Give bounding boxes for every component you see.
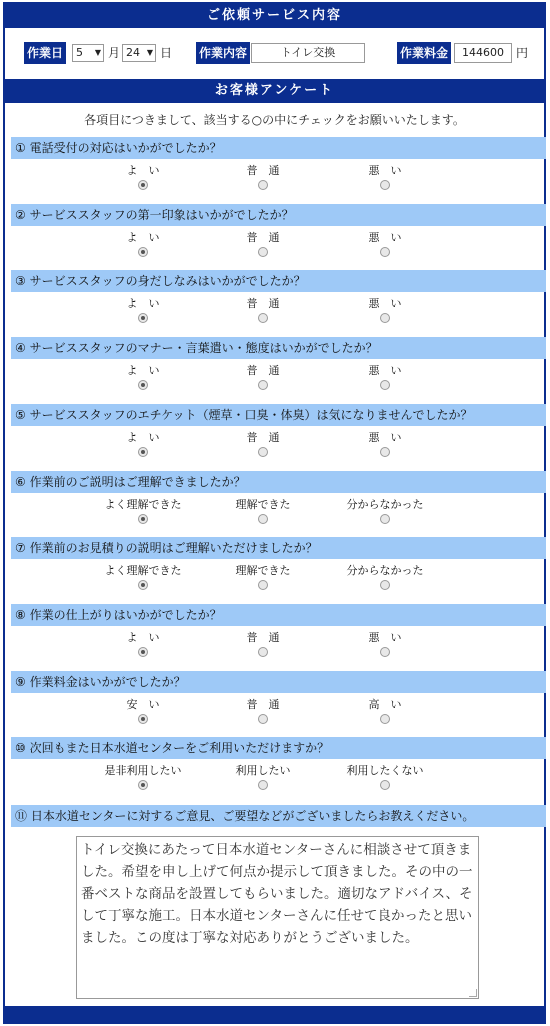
option-q4-3 (325, 364, 445, 393)
radio-q2-3[interactable] (380, 247, 390, 257)
fee-field[interactable]: 144600 (454, 43, 512, 63)
fee-label: 作業料金 (397, 42, 451, 64)
radio-q3-2[interactable] (258, 313, 268, 323)
day-value: 24 (126, 46, 140, 59)
radio-q3-1[interactable] (138, 313, 148, 323)
question-9: ⑨ 作業料金はいかがでしたか？ (11, 671, 546, 693)
option-label: 安 い (126, 698, 160, 711)
option-label: 利用したくない (346, 764, 424, 777)
radio-q2-1[interactable] (138, 247, 148, 257)
option-q2-3 (325, 231, 445, 260)
option-label: 是非利用したい (104, 764, 182, 777)
radio-q5-2[interactable] (258, 447, 268, 457)
option-q5-2 (203, 431, 323, 460)
question-5: ⑤ サービススタッフのエチケット（煙草・口臭・体臭）は気になりませんでしたか？ (11, 404, 546, 426)
chevron-down-icon: ▼ (94, 48, 101, 57)
day-select[interactable] (122, 44, 156, 62)
option-q7-3 (325, 564, 445, 593)
chevron-down-icon: ▼ (146, 48, 153, 57)
radio-q10-1[interactable] (138, 780, 148, 790)
option-q9-2 (203, 698, 323, 727)
survey-header: お客様アンケート (5, 79, 544, 103)
resize-handle[interactable] (469, 989, 477, 997)
radio-q4-2[interactable] (258, 380, 268, 390)
option-q1-2 (203, 164, 323, 193)
radio-q8-1[interactable] (138, 647, 148, 657)
radio-q8-3[interactable] (380, 647, 390, 657)
radio-q7-3[interactable] (380, 580, 390, 590)
radio-q2-2[interactable] (258, 247, 268, 257)
day-unit: 日 (160, 46, 173, 60)
service-header: ご依頼サービス内容 (5, 4, 544, 28)
radio-q5-3[interactable] (380, 447, 390, 457)
option-q2-2 (203, 231, 323, 260)
option-label: よ い (126, 164, 160, 177)
radio-q9-2[interactable] (258, 714, 268, 724)
option-q1-3 (325, 164, 445, 193)
option-label: 普 通 (246, 164, 280, 177)
month-unit: 月 (108, 46, 121, 60)
option-label: 悪 い (368, 231, 402, 244)
question-1: ① 電話受付の対応はいかがでしたか？ (11, 137, 546, 159)
radio-q1-1[interactable] (138, 180, 148, 190)
fee-unit: 円 (516, 46, 529, 60)
question-8: ⑧ 作業の仕上がりはいかがでしたか？ (11, 604, 546, 626)
radio-q1-2[interactable] (258, 180, 268, 190)
option-label: 普 通 (246, 231, 280, 244)
month-value: 5 (76, 46, 83, 59)
option-q10-2 (203, 764, 323, 793)
option-q10-3 (325, 764, 445, 793)
option-q10-1 (83, 764, 203, 793)
option-q2-1 (83, 231, 203, 260)
option-label: よ い (126, 297, 160, 310)
comment-question: ⑪ 日本水道センターに対するご意見、ご要望などがございましたらお教えください。 (11, 805, 546, 827)
question-6: ⑥ 作業前のご説明はご理解できましたか？ (11, 471, 546, 493)
radio-q4-1[interactable] (138, 380, 148, 390)
option-label: よく理解できた (104, 498, 182, 511)
option-label: よ い (126, 431, 160, 444)
footer-bar (5, 1006, 544, 1022)
option-q3-2 (203, 297, 323, 326)
option-q6-3 (325, 498, 445, 527)
survey-form (3, 2, 546, 1024)
comment-text: トイレ交換にあたって日本水道センターさんに相談させて頂きました。希望を申し上げて何点か提示して頂きました。その中の一番ベストな商品を設置してもらいました。適切なアドバイス、そして丁寧な施工。日本水道センターさんに任せて良かったと思いました。この度は丁寧な対応ありがとうございました。 (81, 842, 473, 946)
option-q8-3 (325, 631, 445, 660)
comment-textarea[interactable] (76, 836, 479, 999)
option-q7-1 (83, 564, 203, 593)
radio-q7-2[interactable] (258, 580, 268, 590)
option-label: よ い (126, 231, 160, 244)
radio-q6-3[interactable] (380, 514, 390, 524)
option-q3-1 (83, 297, 203, 326)
option-label: 普 通 (246, 364, 280, 377)
question-4: ④ サービススタッフのマナー・言葉遣い・態度はいかがでしたか？ (11, 337, 546, 359)
radio-q6-2[interactable] (258, 514, 268, 524)
question-2: ② サービススタッフの第一印象はいかがでしたか？ (11, 204, 546, 226)
radio-q3-3[interactable] (380, 313, 390, 323)
option-q9-1 (83, 698, 203, 727)
month-select[interactable] (72, 44, 104, 62)
radio-q5-1[interactable] (138, 447, 148, 457)
question-7: ⑦ 作業前のお見積りの説明はご理解いただけましたか？ (11, 537, 546, 559)
option-q8-2 (203, 631, 323, 660)
radio-q1-3[interactable] (380, 180, 390, 190)
option-q8-1 (83, 631, 203, 660)
option-label: 普 通 (246, 631, 280, 644)
option-q3-3 (325, 297, 445, 326)
radio-q10-2[interactable] (258, 780, 268, 790)
work-content-field[interactable]: トイレ交換 (251, 43, 365, 63)
option-label: 分からなかった (346, 498, 424, 511)
option-q6-2 (203, 498, 323, 527)
radio-q7-1[interactable] (138, 580, 148, 590)
option-label: 高 い (368, 698, 402, 711)
option-label: 悪 い (368, 164, 402, 177)
option-q6-1 (83, 498, 203, 527)
option-label: よ い (126, 631, 160, 644)
option-label: よく理解できた (104, 564, 182, 577)
radio-q9-1[interactable] (138, 714, 148, 724)
option-label: 利用したい (235, 764, 291, 777)
option-label: よ い (126, 364, 160, 377)
option-q4-1 (83, 364, 203, 393)
service-row (5, 28, 544, 79)
option-q1-1 (83, 164, 203, 193)
option-label: 普 通 (246, 698, 280, 711)
option-q4-2 (203, 364, 323, 393)
radio-q6-1[interactable] (138, 514, 148, 524)
question-10: ⑩ 次回もまた日本水道センターをご利用いただけますか？ (11, 737, 546, 759)
option-label: 悪 い (368, 364, 402, 377)
option-q5-1 (83, 431, 203, 460)
option-q7-2 (203, 564, 323, 593)
radio-q10-3[interactable] (380, 780, 390, 790)
instruction-text: 各項目につきまして、該当する○の中にチェックをお願いいたします。 (84, 113, 465, 127)
option-label: 悪 い (368, 631, 402, 644)
option-label: 理解できた (235, 498, 291, 511)
option-label: 理解できた (235, 564, 291, 577)
radio-q9-3[interactable] (380, 714, 390, 724)
option-q5-3 (325, 431, 445, 460)
option-label: 普 通 (246, 431, 280, 444)
radio-q4-3[interactable] (380, 380, 390, 390)
question-3: ③ サービススタッフの身だしなみはいかがでしたか？ (11, 270, 546, 292)
option-label: 分からなかった (346, 564, 424, 577)
option-label: 普 通 (246, 297, 280, 310)
option-label: 悪 い (368, 297, 402, 310)
radio-q8-2[interactable] (258, 647, 268, 657)
option-label: 悪 い (368, 431, 402, 444)
option-q9-3 (325, 698, 445, 727)
work-label: 作業内容 (196, 42, 250, 64)
date-label: 作業日 (24, 42, 66, 64)
